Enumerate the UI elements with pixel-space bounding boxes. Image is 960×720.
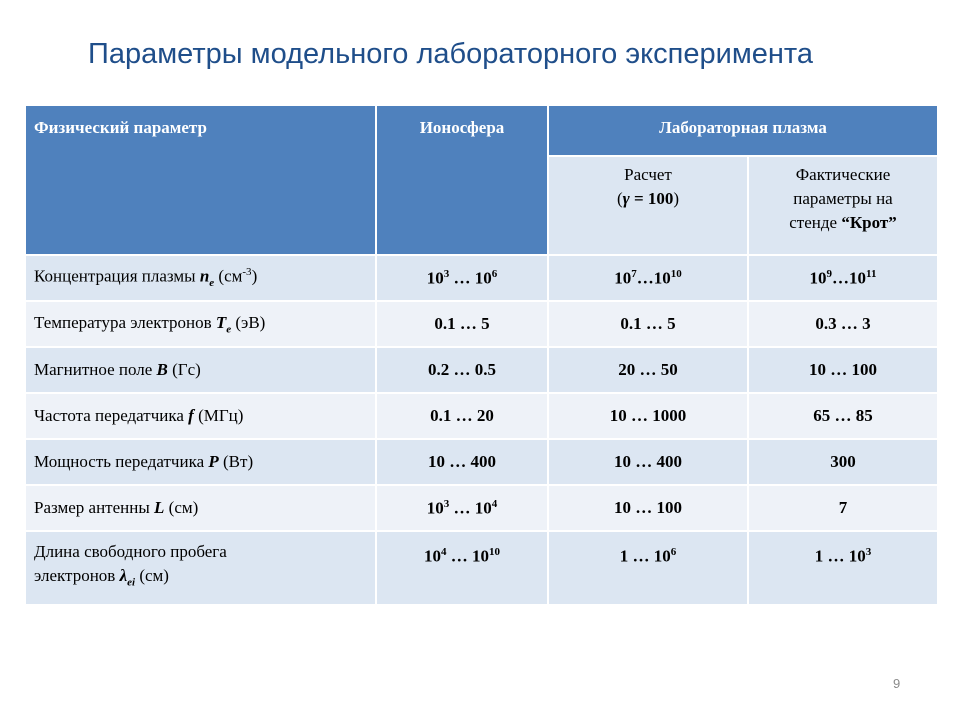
header-calculation: Расчет (γ = 100) [548,156,748,255]
ionosphere-value: $10^3$ … $10^6$ [376,255,548,301]
param-name: Размер антенны L (см) [25,485,376,531]
actual-value: 65 … 85 [748,393,938,439]
table-row [25,439,938,485]
table-row [25,347,938,393]
calculation-value: 1 … $10^6$ [548,531,748,605]
param-name: Длина свободного пробега электронов $\lambda_{ei}$ (см) [25,531,376,605]
header-ionosphere: Ионосфера [376,105,548,255]
table-row [25,255,938,301]
calculation-value: 10 … 100 [548,485,748,531]
lambda-symbol: λ [119,566,128,585]
header-lab-plasma: Лабораторная плазма [548,105,938,156]
param-name: Концентрация плазмы $n_e$ $(см^{-3})$ [25,255,376,301]
table-row [25,301,938,347]
actual-value: $10^9\dots 10^{11}$ [748,255,938,301]
ionosphere-value: 0.2 … 0.5 [376,347,548,393]
gamma-symbol: γ [622,188,630,208]
param-name: Магнитное поле B (Гс) [25,347,376,393]
actual-value: 0.3 … 3 [748,301,938,347]
actual-value: 300 [748,439,938,485]
table-row [25,531,938,605]
table-row [25,485,938,531]
calculation-value: 10 … 1000 [548,393,748,439]
ionosphere-value: 10 … 400 [376,439,548,485]
header-physical-parameter: Физический параметр [25,105,376,255]
header-actual-parameters: Фактические параметры на стенде “Крот” [748,156,938,255]
slide-number: 9 [893,676,901,691]
param-name: Температура электронов $T_e$ (эВ) [25,301,376,347]
table-row [25,393,938,439]
ionosphere-value: $10^3$ … $10^4$ [376,485,548,531]
calculation-value: 10 … 400 [548,439,748,485]
actual-value: 7 [748,485,938,531]
actual-value: 10 … 100 [748,347,938,393]
ionosphere-value: 0.1 … 20 [376,393,548,439]
ionosphere-value: $10^4$ … $10^{10}$ [376,531,548,605]
param-name: Мощность передатчика P (Вт) [25,439,376,485]
param-name: Частота передатчика f (МГц) [25,393,376,439]
calculation-value: 0.1 … 5 [548,301,748,347]
calculation-value: 20 … 50 [548,347,748,393]
calculation-value: $10^7\dots 10^{10}$ [548,255,748,301]
ionosphere-value: 0.1 … 5 [376,301,548,347]
slide-title: Параметры модельного лабораторного эксперимента [88,38,813,70]
parameters-table [24,104,939,606]
actual-value: 1 … $10^3$ [748,531,938,605]
